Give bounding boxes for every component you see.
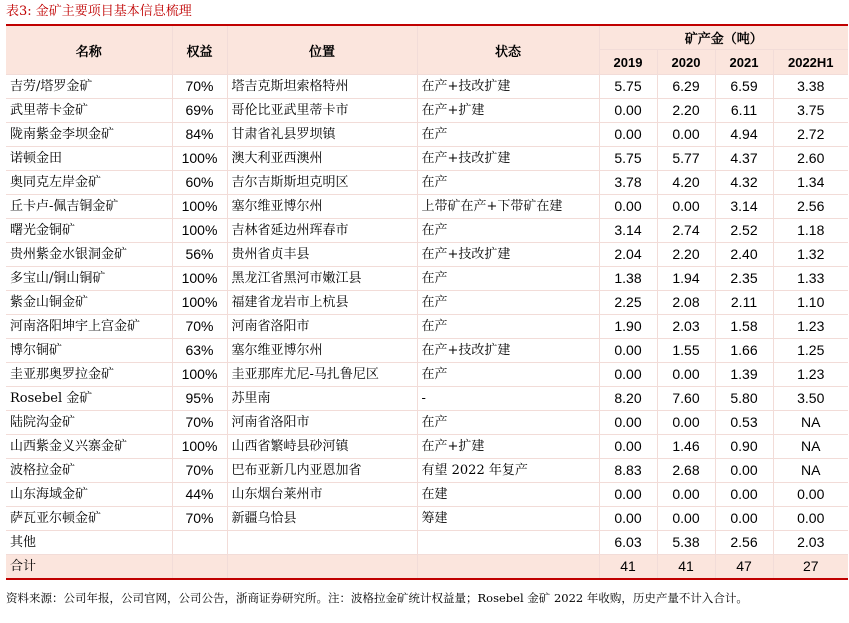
cell-location: 圭亚那库尤尼-马扎鲁尼区 — [227, 363, 417, 387]
cell-status: 有望 2022 年复产 — [417, 459, 599, 483]
cell-value: 5.80 — [715, 387, 773, 411]
cell-value: 1.66 — [715, 339, 773, 363]
cell-value: 0.00 — [599, 195, 657, 219]
cell-share: 70% — [172, 411, 227, 435]
table-row — [6, 387, 848, 411]
cell-value: 3.78 — [599, 171, 657, 195]
cell-value: 0.00 — [657, 411, 715, 435]
cell-status: 上带矿在产+下带矿在建 — [417, 195, 599, 219]
gold-projects-table — [6, 26, 848, 580]
cell-status: 在产 — [417, 291, 599, 315]
cell-status: - — [417, 387, 599, 411]
cell-location: 新疆乌恰县 — [227, 507, 417, 531]
cell-share — [172, 531, 227, 555]
cell-value: NA — [773, 459, 848, 483]
total-empty — [172, 555, 227, 580]
cell-name: 萨瓦亚尔顿金矿 — [6, 507, 172, 531]
cell-value: 0.00 — [599, 123, 657, 147]
cell-status: 在产+技改扩建 — [417, 339, 599, 363]
cell-name: 陇南紫金李坝金矿 — [6, 123, 172, 147]
total-empty — [417, 555, 599, 580]
cell-location: 巴布亚新几内亚恩加省 — [227, 459, 417, 483]
cell-value: 4.94 — [715, 123, 773, 147]
header-location: 位置 — [227, 26, 417, 75]
cell-value: 0.00 — [657, 195, 715, 219]
cell-name: 奥同克左岸金矿 — [6, 171, 172, 195]
cell-value: 0.00 — [773, 507, 848, 531]
header-status: 状态 — [417, 26, 599, 75]
cell-value: 1.32 — [773, 243, 848, 267]
table-row — [6, 195, 848, 219]
cell-status: 在产 — [417, 315, 599, 339]
cell-name: 武里蒂卡金矿 — [6, 99, 172, 123]
header-year: 2019 — [599, 50, 657, 75]
cell-value: 1.94 — [657, 267, 715, 291]
cell-value: 2.60 — [773, 147, 848, 171]
cell-value: 2.56 — [715, 531, 773, 555]
cell-location: 福建省龙岩市上杭县 — [227, 291, 417, 315]
cell-location: 吉尔吉斯斯坦克明区 — [227, 171, 417, 195]
table-row — [6, 219, 848, 243]
cell-value: 1.23 — [773, 315, 848, 339]
cell-share: 100% — [172, 435, 227, 459]
cell-name: 多宝山/铜山铜矿 — [6, 267, 172, 291]
cell-value: 0.00 — [715, 507, 773, 531]
table-row — [6, 339, 848, 363]
cell-value: 3.75 — [773, 99, 848, 123]
table-row — [6, 147, 848, 171]
cell-value: 0.00 — [599, 339, 657, 363]
cell-value: 2.74 — [657, 219, 715, 243]
cell-location: 塞尔维亚博尔州 — [227, 339, 417, 363]
cell-status: 在产+技改扩建 — [417, 243, 599, 267]
total-row — [6, 555, 848, 580]
cell-status — [417, 531, 599, 555]
cell-location: 苏里南 — [227, 387, 417, 411]
cell-value: 2.20 — [657, 243, 715, 267]
cell-value: 2.25 — [599, 291, 657, 315]
cell-status: 在产 — [417, 411, 599, 435]
cell-value: NA — [773, 411, 848, 435]
table-row — [6, 123, 848, 147]
cell-status: 在产+扩建 — [417, 99, 599, 123]
cell-value: 3.14 — [599, 219, 657, 243]
cell-value: 4.32 — [715, 171, 773, 195]
table-row — [6, 291, 848, 315]
cell-value: 3.38 — [773, 75, 848, 99]
cell-status: 在产+技改扩建 — [417, 75, 599, 99]
cell-value: 2.72 — [773, 123, 848, 147]
cell-value: 0.00 — [657, 123, 715, 147]
cell-value: 1.33 — [773, 267, 848, 291]
cell-value: 0.90 — [715, 435, 773, 459]
cell-status: 在产 — [417, 363, 599, 387]
table-row — [6, 99, 848, 123]
cell-location: 山东烟台莱州市 — [227, 483, 417, 507]
cell-value: 2.03 — [657, 315, 715, 339]
cell-share: 70% — [172, 75, 227, 99]
cell-value: 1.23 — [773, 363, 848, 387]
cell-location: 哥伦比亚武里蒂卡市 — [227, 99, 417, 123]
cell-value: 8.20 — [599, 387, 657, 411]
cell-status: 在产 — [417, 123, 599, 147]
cell-share: 44% — [172, 483, 227, 507]
table-caption: 表3: 金矿主要项目基本信息梳理 — [6, 4, 192, 19]
cell-value: 5.77 — [657, 147, 715, 171]
cell-value: 0.00 — [657, 363, 715, 387]
table-row — [6, 483, 848, 507]
cell-value: 5.38 — [657, 531, 715, 555]
cell-name: 贵州紫金水银洞金矿 — [6, 243, 172, 267]
cell-value: 0.00 — [599, 411, 657, 435]
cell-value: 5.75 — [599, 75, 657, 99]
cell-value: 1.34 — [773, 171, 848, 195]
table-row — [6, 531, 848, 555]
table-row — [6, 243, 848, 267]
cell-status: 在产+技改扩建 — [417, 147, 599, 171]
cell-value: 1.18 — [773, 219, 848, 243]
cell-value: 4.20 — [657, 171, 715, 195]
cell-status: 在建 — [417, 483, 599, 507]
cell-share: 100% — [172, 195, 227, 219]
cell-name: 波格拉金矿 — [6, 459, 172, 483]
cell-name: 其他 — [6, 531, 172, 555]
cell-value: 0.00 — [773, 483, 848, 507]
table-row — [6, 267, 848, 291]
cell-status: 在产+扩建 — [417, 435, 599, 459]
header-share: 权益 — [172, 26, 227, 75]
header-year: 2021 — [715, 50, 773, 75]
cell-value: 2.08 — [657, 291, 715, 315]
cell-location: 山西省繁峙县砂河镇 — [227, 435, 417, 459]
table-row — [6, 315, 848, 339]
cell-location: 贵州省贞丰县 — [227, 243, 417, 267]
header-gold-output: 矿产金（吨） — [599, 26, 848, 50]
cell-value: 2.68 — [657, 459, 715, 483]
cell-value: NA — [773, 435, 848, 459]
cell-location: 河南省洛阳市 — [227, 411, 417, 435]
cell-status: 筹建 — [417, 507, 599, 531]
cell-share: 70% — [172, 315, 227, 339]
table-row — [6, 411, 848, 435]
cell-name: 诺顿金田 — [6, 147, 172, 171]
cell-value: 6.29 — [657, 75, 715, 99]
cell-share: 100% — [172, 219, 227, 243]
cell-name: 河南洛阳坤宇上宫金矿 — [6, 315, 172, 339]
cell-value: 3.14 — [715, 195, 773, 219]
cell-name: 山西紫金义兴寨金矿 — [6, 435, 172, 459]
cell-value: 0.00 — [599, 483, 657, 507]
table-row — [6, 435, 848, 459]
cell-value: 0.00 — [715, 459, 773, 483]
cell-value: 2.35 — [715, 267, 773, 291]
header-name: 名称 — [6, 26, 172, 75]
cell-value: 8.83 — [599, 459, 657, 483]
cell-value: 0.53 — [715, 411, 773, 435]
cell-value: 2.20 — [657, 99, 715, 123]
cell-value: 0.00 — [599, 363, 657, 387]
cell-value: 1.90 — [599, 315, 657, 339]
cell-status: 在产 — [417, 171, 599, 195]
cell-location — [227, 531, 417, 555]
cell-status: 在产 — [417, 219, 599, 243]
cell-location: 澳大利亚西澳州 — [227, 147, 417, 171]
cell-share: 100% — [172, 291, 227, 315]
cell-value: 0.00 — [599, 435, 657, 459]
source-note: 资料来源：公司年报，公司官网，公司公告，浙商证券研究所。注：波格拉金矿统计权益量；Rosebel 金矿 2022 年收购，历史产量不计入合计。 — [6, 591, 748, 605]
cell-location: 吉林省延边州珲春市 — [227, 219, 417, 243]
cell-value: 3.50 — [773, 387, 848, 411]
cell-location: 甘肃省礼县罗坝镇 — [227, 123, 417, 147]
cell-value: 1.25 — [773, 339, 848, 363]
cell-name: 曙光金铜矿 — [6, 219, 172, 243]
cell-value: 4.37 — [715, 147, 773, 171]
cell-value: 1.46 — [657, 435, 715, 459]
cell-value: 1.10 — [773, 291, 848, 315]
cell-value: 1.58 — [715, 315, 773, 339]
cell-name: 山东海域金矿 — [6, 483, 172, 507]
cell-value: 2.11 — [715, 291, 773, 315]
cell-share: 100% — [172, 363, 227, 387]
cell-name: 博尔铜矿 — [6, 339, 172, 363]
total-value: 41 — [599, 555, 657, 580]
cell-share: 56% — [172, 243, 227, 267]
cell-share: 70% — [172, 459, 227, 483]
cell-value: 2.04 — [599, 243, 657, 267]
cell-name: Rosebel 金矿 — [6, 387, 172, 411]
cell-value: 2.56 — [773, 195, 848, 219]
cell-value: 7.60 — [657, 387, 715, 411]
total-value: 41 — [657, 555, 715, 580]
table-body — [6, 75, 848, 580]
cell-location: 塞尔维亚博尔州 — [227, 195, 417, 219]
cell-share: 60% — [172, 171, 227, 195]
cell-value: 5.75 — [599, 147, 657, 171]
header-year: 2020 — [657, 50, 715, 75]
table-row — [6, 75, 848, 99]
cell-value: 1.39 — [715, 363, 773, 387]
cell-value: 2.52 — [715, 219, 773, 243]
cell-share: 84% — [172, 123, 227, 147]
total-value: 47 — [715, 555, 773, 580]
cell-location: 黑龙江省黑河市嫩江县 — [227, 267, 417, 291]
cell-share: 70% — [172, 507, 227, 531]
cell-value: 1.38 — [599, 267, 657, 291]
cell-value: 0.00 — [599, 507, 657, 531]
cell-share: 100% — [172, 147, 227, 171]
cell-value: 0.00 — [657, 483, 715, 507]
cell-share: 95% — [172, 387, 227, 411]
header-year: 2022H1 — [773, 50, 848, 75]
total-empty — [227, 555, 417, 580]
total-label: 合计 — [6, 555, 172, 580]
cell-name: 吉劳/塔罗金矿 — [6, 75, 172, 99]
cell-name: 丘卡卢-佩吉铜金矿 — [6, 195, 172, 219]
total-value: 27 — [773, 555, 848, 580]
cell-value: 1.55 — [657, 339, 715, 363]
cell-value: 0.00 — [715, 483, 773, 507]
cell-location: 塔吉克斯坦索格特州 — [227, 75, 417, 99]
cell-location: 河南省洛阳市 — [227, 315, 417, 339]
cell-value: 2.03 — [773, 531, 848, 555]
table-row — [6, 363, 848, 387]
cell-name: 圭亚那奥罗拉金矿 — [6, 363, 172, 387]
cell-value: 6.59 — [715, 75, 773, 99]
cell-value: 6.03 — [599, 531, 657, 555]
cell-value: 0.00 — [599, 99, 657, 123]
table-row — [6, 459, 848, 483]
cell-share: 69% — [172, 99, 227, 123]
cell-value: 2.40 — [715, 243, 773, 267]
cell-name: 紫金山铜金矿 — [6, 291, 172, 315]
table-row — [6, 507, 848, 531]
table-row — [6, 171, 848, 195]
cell-share: 100% — [172, 267, 227, 291]
cell-share: 63% — [172, 339, 227, 363]
cell-value: 6.11 — [715, 99, 773, 123]
cell-name: 陆院沟金矿 — [6, 411, 172, 435]
cell-status: 在产 — [417, 267, 599, 291]
cell-value: 0.00 — [657, 507, 715, 531]
